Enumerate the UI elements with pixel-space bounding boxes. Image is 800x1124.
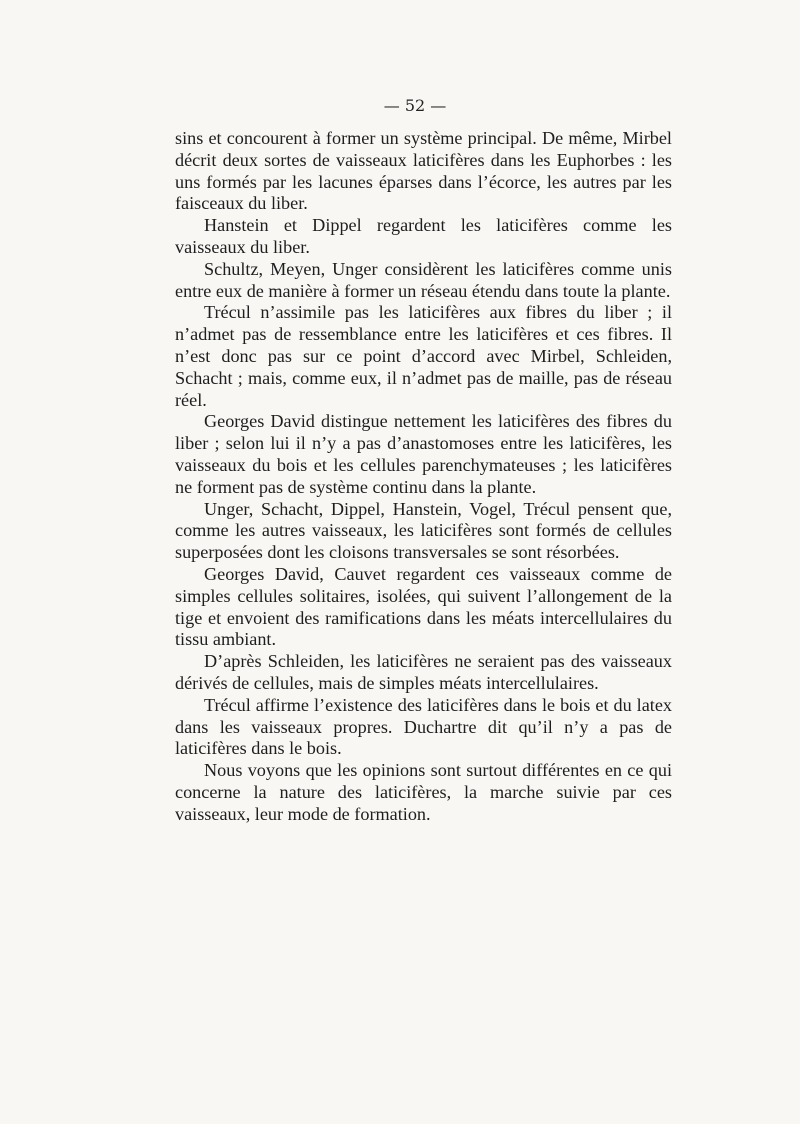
paragraph-6: Unger, Schacht, Dippel, Hanstein, Vogel, Trécul pensent que, comme les autres vaisseaux, les laticifères sont formés de cellules superposées dont les cloisons transversales se sont résorbées. [175,498,672,563]
page-number: — 52 — [383,96,447,115]
paragraph-4: Trécul n’assimile pas les laticifères aux fibres du liber ; il n’admet pas de ressemblance entre les laticifères et ces fibres. Il n’est donc pas sur ce point d’accord avec Mirbel, Schleiden, Schacht ; mais, comme eux, il n’admet pas de maille, pas de réseau réel. [175,302,672,410]
paragraph-5: Georges David distingue nettement les laticifères des fibres du liber ; selon lui il n’y a pas d’anastomoses entre les laticifères, les vaisseaux du bois et les cellules parenchymateuses ; les laticifères ne forment pas de système continu dans la plante. [175,411,672,497]
paragraph-8: D’après Schleiden, les laticifères ne seraient pas des vaisseaux dérivés de cellules, mais de simples méats intercellulaires. [175,651,672,693]
paragraph-10: Nous voyons que les opinions sont surtout différentes en ce qui concerne la nature des laticifères, la marche suivie par ces vaisseaux, leur mode de formation. [175,760,672,824]
paragraph-7: Georges David, Cauvet regardent ces vaisseaux comme de simples cellules solitaires, isolées, qui suivent l’allongement de la tige et envoient des ramifications dans les méats intercellulaires du tissu ambiant. [175,563,672,650]
paragraph-9: Trécul affirme l’existence des laticifères dans le bois et du latex dans les vaisseaux propres. Duchartre dit qu’il n’y a pas de laticifères dans le bois. [175,694,672,759]
paragraph-1: sins et concourent à former un système principal. De même, Mirbel décrit deux sortes de vaisseaux laticifères dans les Euphorbes : les uns formés par les lacunes éparses dans l’écorce, les autres par les faisceaux du liber. [175,128,672,214]
paragraph-2: Hanstein et Dippel regardent les laticifères comme les vaisseaux du liber. [175,215,672,257]
body-text [175,128,672,826]
paragraph-3: Schultz, Meyen, Unger considèrent les laticifères comme unis entre eux de manière à former un réseau étendu dans toute la plante. [175,258,672,301]
